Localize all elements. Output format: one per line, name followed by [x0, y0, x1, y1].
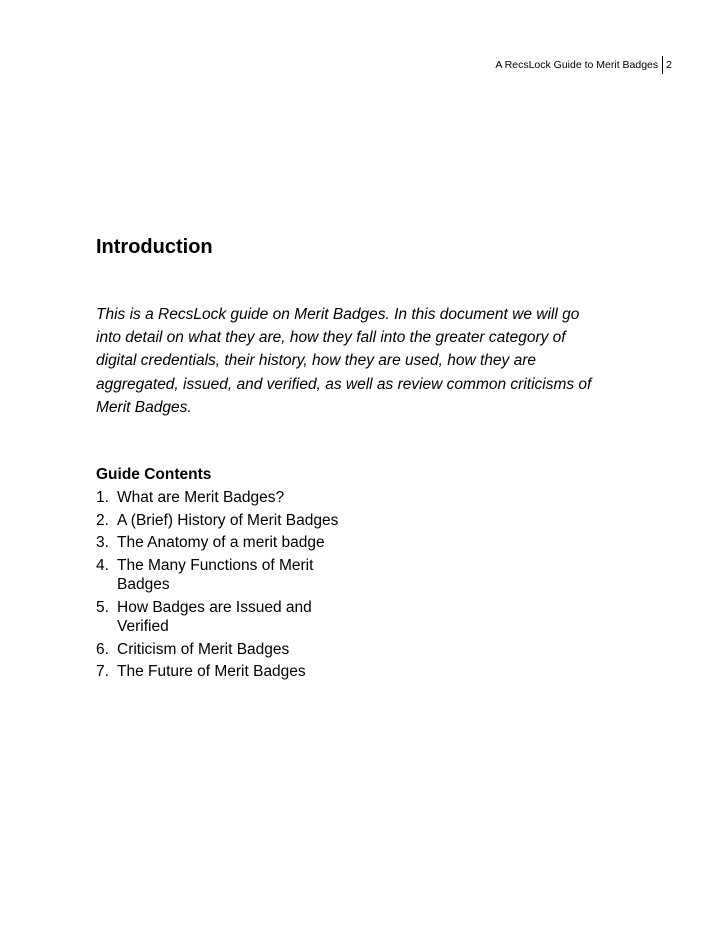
contents-item-text: Criticism of Merit Badges — [117, 640, 290, 658]
contents-item — [96, 488, 356, 508]
header-title: A RecsLock Guide to Merit Badges — [495, 59, 659, 71]
page-header — [495, 58, 672, 74]
contents-item-text: A (Brief) History of Merit Badges — [117, 511, 339, 529]
introduction-heading: Introduction — [96, 236, 213, 258]
contents-item — [96, 511, 356, 531]
contents-item — [96, 556, 356, 595]
contents-item-text: The Many Functions of Merit Badges — [117, 556, 314, 593]
contents-item — [96, 662, 356, 682]
contents-item — [96, 640, 356, 660]
contents-item-text: The Future of Merit Badges — [117, 663, 306, 680]
contents-item-text: What are Merit Badges? — [117, 489, 285, 506]
guide-contents-list — [96, 488, 356, 685]
contents-item-number: 1. — [96, 489, 109, 506]
introduction-paragraph: This is a RecsLock guide on Merit Badges. In this document we will go into detail on what they are, how they fall into the greater category of digital credentials, their history, how they are used, how they are aggregated, issued, and verified, as well as review common criticisms of Merit Badges. — [96, 306, 592, 416]
contents-item-number: 7. — [96, 663, 109, 680]
contents-item-number: 6. — [96, 640, 109, 658]
contents-item-text: How Badges are Issued and Verified — [117, 598, 312, 635]
contents-item — [96, 533, 356, 553]
guide-contents-heading: Guide Contents — [96, 466, 212, 483]
contents-item — [96, 598, 356, 637]
contents-item-text: The Anatomy of a merit badge — [117, 534, 325, 551]
contents-item-number: 3. — [96, 534, 109, 551]
contents-item-number: 4. — [96, 556, 109, 574]
contents-item-number: 2. — [96, 511, 109, 529]
contents-item-number: 5. — [96, 598, 109, 616]
page-number: 2 — [666, 59, 672, 71]
